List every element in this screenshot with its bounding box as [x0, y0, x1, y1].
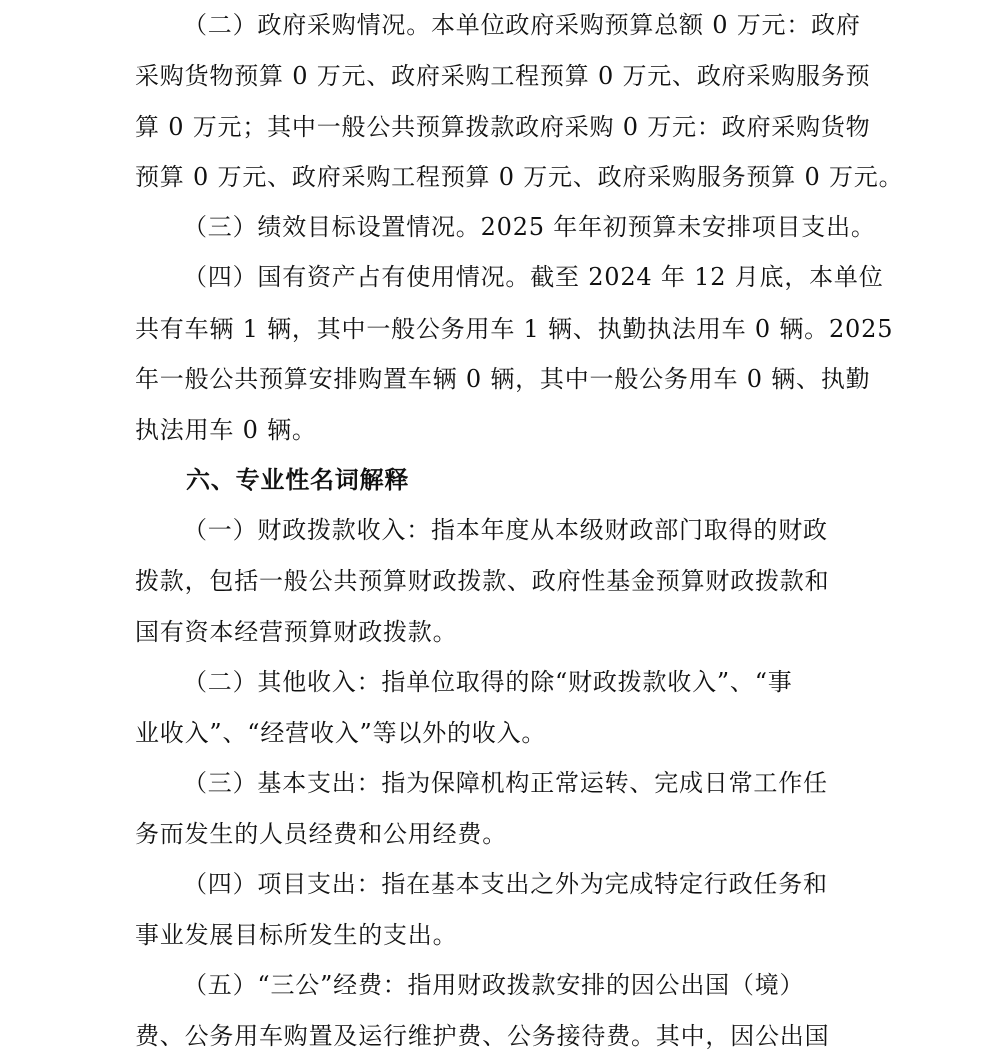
paragraph-line: （四）项目支出：指在基本支出之外为完成特定行政任务和: [183, 870, 828, 898]
paragraph-line: （五）“三公”经费：指用财政拨款安排的因公出国（境）: [183, 971, 805, 999]
paragraph-line: 国有资本经营预算财政拨款。: [135, 618, 458, 646]
paragraph-line: 采购货物预算 0 万元、政府采购工程预算 0 万元、政府采购服务预: [135, 62, 871, 90]
section-heading: 六、专业性名词解释: [186, 466, 410, 494]
paragraph-line: （二）其他收入：指单位取得的除“财政拨款收入”、“事: [183, 668, 793, 696]
paragraph-line: 算 0 万元；其中一般公共预算拨款政府采购 0 万元：政府采购货物: [135, 113, 871, 141]
paragraph-line: 务而发生的人员经费和公用经费。: [135, 820, 507, 848]
paragraph-line: 拨款，包括一般公共预算财政拨款、政府性基金预算财政拨款和: [135, 567, 830, 595]
paragraph-line: （四）国有资产占有使用情况。截至 2024 年 12 月底，本单位: [183, 263, 884, 291]
paragraph-line: 业收入”、“经营收入”等以外的收入。: [135, 719, 547, 747]
paragraph-line: 预算 0 万元、政府采购工程预算 0 万元、政府采购服务预算 0 万元。: [135, 163, 904, 191]
paragraph-line: 年一般公共预算安排购置车辆 0 辆，其中一般公务用车 0 辆、执勤: [135, 365, 871, 393]
paragraph-line: 共有车辆 1 辆，其中一般公务用车 1 辆、执勤执法用车 0 辆。2025: [135, 315, 894, 343]
paragraph-line: 执法用车 0 辆。: [135, 416, 317, 444]
paragraph-line: （一）财政拨款收入：指本年度从本级财政部门取得的财政: [183, 516, 828, 544]
paragraph-line: （三）绩效目标设置情况。2025 年年初预算未安排项目支出。: [183, 213, 876, 241]
paragraph-line: 事业发展目标所发生的支出。: [135, 921, 458, 949]
paragraph-line: （三）基本支出：指为保障机构正常运转、完成日常工作任: [183, 769, 828, 797]
paragraph-line: （二）政府采购情况。本单位政府采购预算总额 0 万元：政府: [183, 11, 861, 39]
paragraph-line: 费、公务用车购置及运行维护费、公务接待费。其中，因公出国: [135, 1022, 830, 1050]
